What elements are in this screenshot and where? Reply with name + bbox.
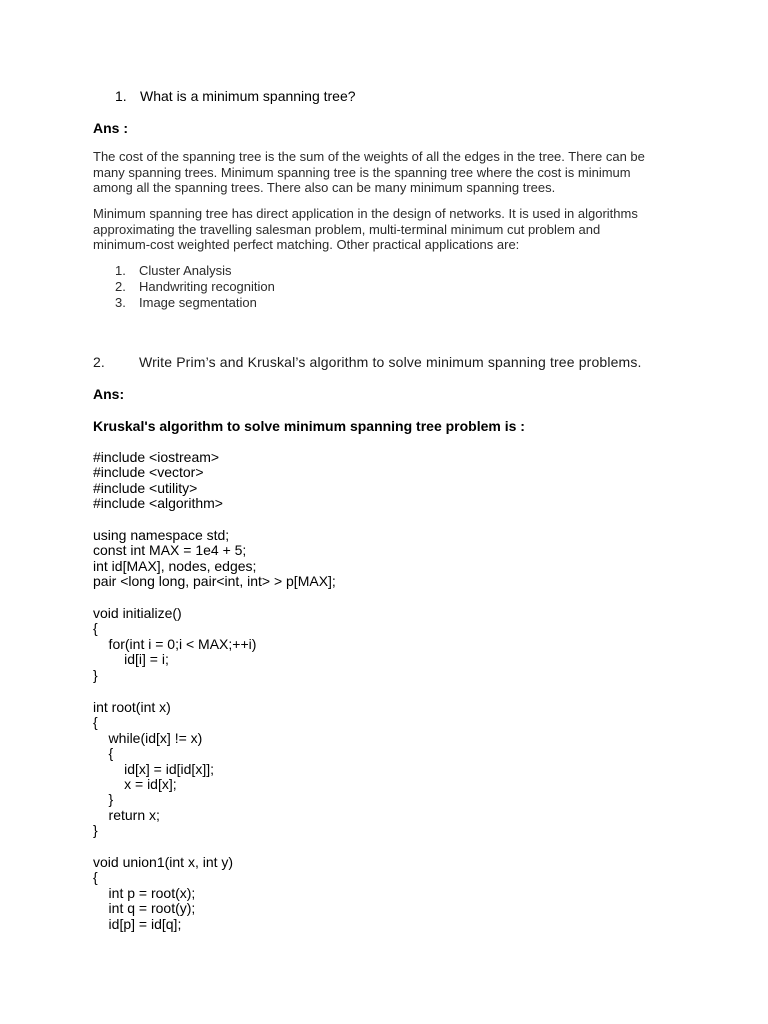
- code-block-includes: #include <iostream> #include <vector> #include <utility> #include <algorithm>: [93, 449, 223, 512]
- list-item-number: 2.: [115, 279, 126, 294]
- list-item-text: Image segmentation: [139, 295, 257, 310]
- list-item-number: 1.: [115, 263, 126, 278]
- question-1-text: What is a minimum spanning tree?: [140, 88, 356, 104]
- code-block-globals: using namespace std; const int MAX = 1e4 + 5; int id[MAX], nodes, edges; pair <long long, pair<int, int> > p[MAX];: [93, 527, 336, 590]
- code-block-initialize: void initialize() { for(int i = 0;i < MAX;++i) id[i] = i; }: [93, 605, 257, 683]
- paragraph-line: approximating the travelling salesman problem, multi-terminal minimum cut problem and: [93, 221, 601, 237]
- answer-1-paragraph-2: [93, 206, 693, 253]
- code-block-union1: void union1(int x, int y) { int p = root(x); int q = root(y); id[p] = id[q];: [93, 854, 234, 932]
- list-item-text: Cluster Analysis: [139, 263, 232, 278]
- answer-1-label: Ans :: [93, 120, 128, 136]
- paragraph-line: Minimum spanning tree has direct application in the design of networks. It is used in algorithms: [93, 206, 638, 221]
- paragraph-line: many spanning trees. Minimum spanning tree is the spanning tree where the cost is minimum: [93, 164, 631, 180]
- code-block-root: int root(int x) { while(id[x] != x) { id[x] = id[id[x]]; x = id[x]; } return x; }: [93, 699, 214, 839]
- paragraph-line: among all the spanning trees. There also can be many minimum spanning trees.: [93, 180, 556, 195]
- answer-2-label: Ans:: [93, 386, 125, 402]
- list-item-text: Handwriting recognition: [139, 279, 275, 294]
- paragraph-line: The cost of the spanning tree is the sum of the weights of all the edges in the tree. There can be: [93, 149, 645, 164]
- paragraph-line: minimum-cost weighted perfect matching. Other practical applications are:: [93, 237, 520, 252]
- list-item-number: 3.: [115, 295, 126, 310]
- question-1-number: 1.: [115, 88, 127, 104]
- question-2-number: 2.: [93, 354, 105, 370]
- question-2-text: Write Prim’s and Kruskal’s algorithm to solve minimum spanning tree problems.: [139, 354, 642, 370]
- answer-1-paragraph-1: [93, 149, 693, 196]
- kruskal-heading: Kruskal's algorithm to solve minimum spanning tree problem is :: [93, 418, 525, 434]
